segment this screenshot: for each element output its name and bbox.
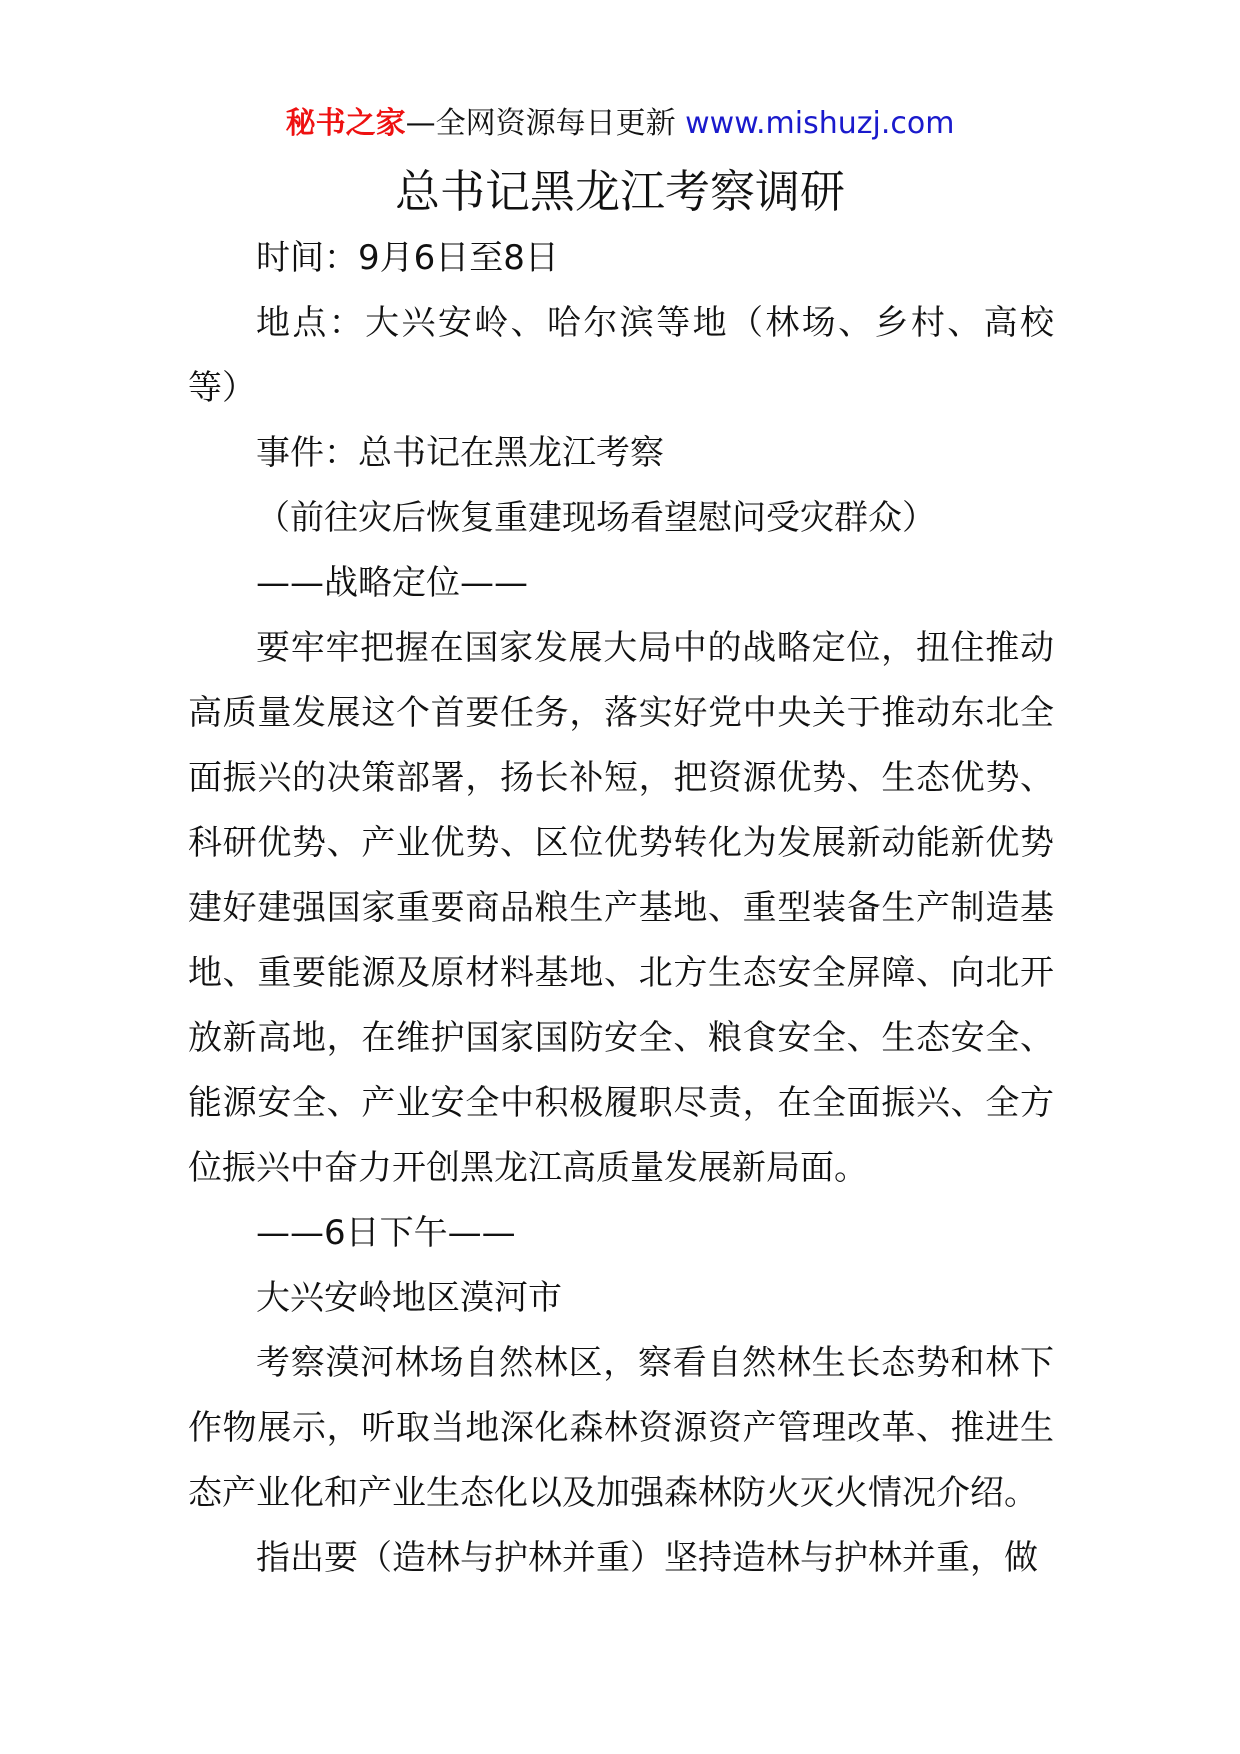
site-header [0, 102, 1240, 146]
document-title: 总书记黑龙江考察调研 [394, 165, 845, 218]
site-url-link[interactable]: www.mishuzj.com [685, 106, 955, 141]
brand-name: 秘书之家 [285, 106, 406, 141]
section-heading-strategy: ——战略定位—— [256, 563, 528, 603]
paragraph-remarks: 指出要（造林与护林并重）坚持造林与护林并重，做 [256, 1538, 1038, 1578]
document-body [188, 226, 1054, 1591]
paragraph-event-note: （前往灾后恢复重建现场看望慰问受灾群众） [256, 498, 936, 538]
paragraph-place: 大兴安岭地区漠河市 [256, 1278, 562, 1318]
paragraph-strategy: 要牢牢把握在国家发展大局中的战略定位，扭住推动高质量发展这个首要任务，落实好党中央关于推动东北全面振兴的决策部署，扬长补短，把资源优势、生态优势、科研优势、产业优势、区位优势转化为发展新动能新优势建好建强国家重要商品粮生产基地、重型装备生产制造基地、重要能源及原材料基地、北方生态安全屏障、向北开放新高地，在维护国家国防安全、粮食安全、生态安全、能源安全、产业安全中积极履职尽责，在全面振兴、全方位振兴中奋力开创黑龙江高质量发展新局面。 [188, 628, 1054, 1188]
paragraph-location: 地点：大兴安岭、哈尔滨等地（林场、乡村、高校等） [188, 303, 1054, 408]
header-tagline: —全网资源每日更新 [405, 106, 676, 141]
paragraph-inspection: 考察漠河林场自然林区，察看自然林生长态势和林下作物展示，听取当地深化森林资源资产管理改革、推进生态产业化和产业生态化以及加强森林防火灭火情况介绍。 [188, 1343, 1054, 1513]
paragraph-event: 事件：总书记在黑龙江考察 [256, 433, 664, 473]
section-heading-day6: ——6日下午—— [256, 1213, 516, 1253]
paragraph-time: 时间：9月6日至8日 [256, 238, 559, 278]
